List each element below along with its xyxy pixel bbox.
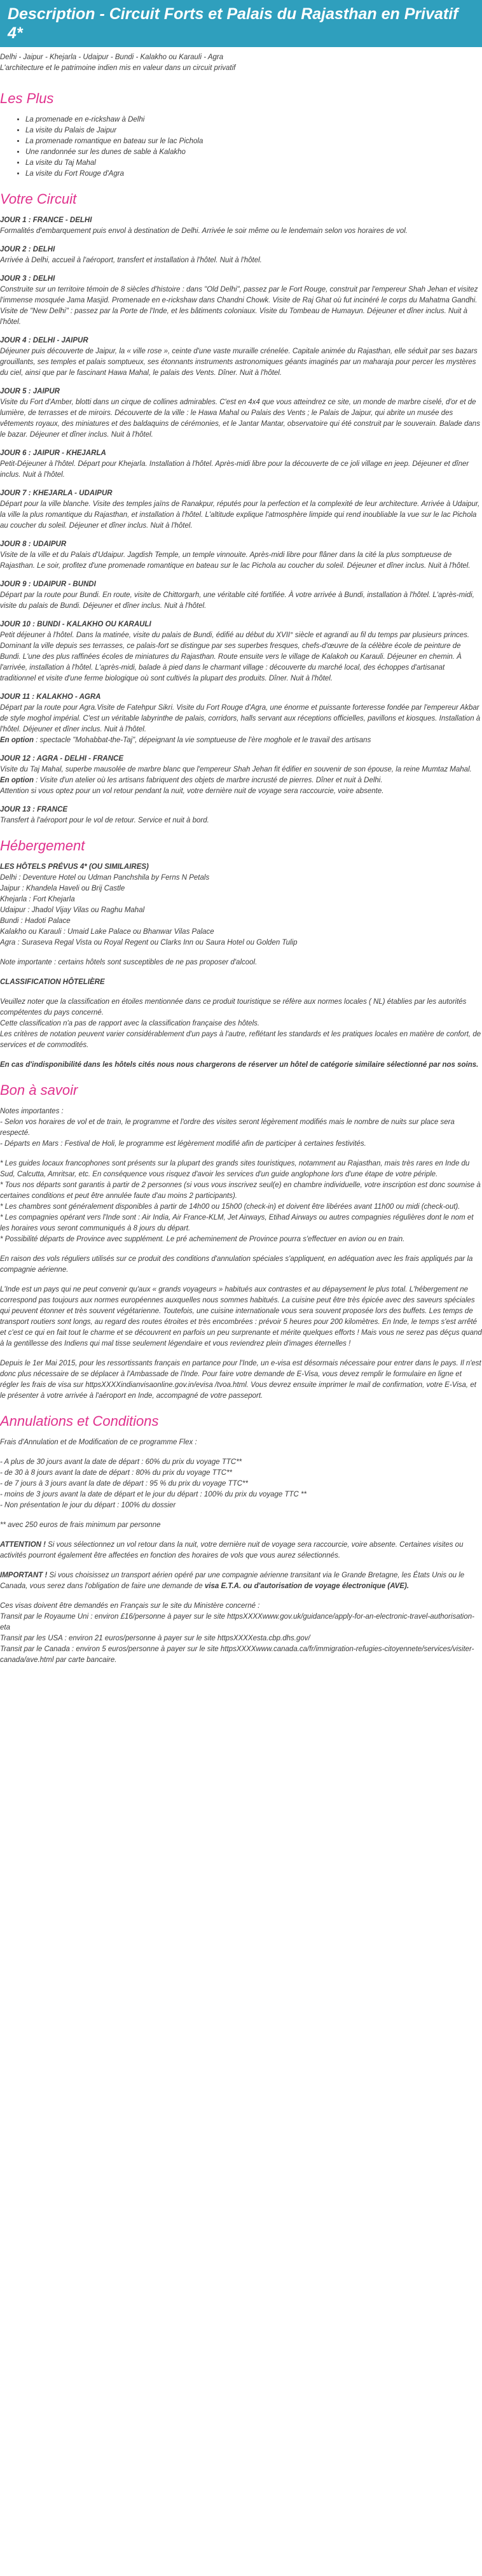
- list-item: • La promenade en e-rickshaw à Delhi: [25, 115, 482, 125]
- day-text: Visite du Taj Mahal, superbe mausolée de marbre blanc que l'empereur Shah Jehan fit édifier en souvenir de son épouse, la reine Mumtaz Mahal.: [0, 766, 472, 773]
- itinerary: [0, 215, 482, 826]
- page-title: Description - Circuit Forts et Palais du Rajasthan en Privatif 4*: [0, 0, 482, 47]
- day-title: JOUR 13 : FRANCE: [0, 806, 68, 813]
- note-line: * Possibilité départs de Province avec supplément. Le pré acheminement de Province pourra s'effectuer en avion ou en train.: [0, 1235, 405, 1243]
- attention-label: ATTENTION !: [0, 1541, 46, 1549]
- day-title: JOUR 2 : DELHI: [0, 246, 55, 253]
- day-text: Départ par la route pour Bundi. En route, visite de Chittorgarh, une véritable cité fortifiée. À votre arrivée à Bundi, installation à l'hôtel. L'après-midi, visite du palais de Bundi. Déjeuner et dîner inclus. Nuit à l'hôtel.: [0, 591, 474, 610]
- hotel-note: Note importante : certains hôtels sont susceptibles de ne pas proposer d'alcool.: [0, 959, 258, 966]
- option-label: En option: [0, 777, 34, 784]
- day-title: JOUR 7 : KHEJARLA - UDAIPUR: [0, 489, 113, 497]
- hotel-line: Delhi : Deventure Hotel ou Udman Panchshila by Ferns N Petals: [0, 874, 210, 882]
- cancel-line: - de 7 jours à 3 jours avant la date de départ : 95 % du prix du voyage TTC**: [0, 1480, 248, 1488]
- attention-text: Si vous sélectionnez un vol retour dans la nuit, votre dernière nuit de voyage sera raccourcie, voire absente. Certaines visites ou activités pourront également être affectées en fonction des horaires de vols que vous aurez sélectionnés.: [0, 1541, 464, 1559]
- day-text: Formalités d'embarquement puis envol à destination de Delhi. Arrivée le soir même ou le lendemain selon vos horaires de vol.: [0, 227, 408, 235]
- note-line: - Départs en Mars : Festival de Holi, le programme est légèrement modifié afin de participer à certaines festivités.: [0, 1140, 366, 1148]
- list-item: • La visite du Palais de Jaipur: [25, 125, 482, 136]
- day-text: Départ par la route pour Agra.Visite de Fatehpur Sikri. Visite du Fort Rouge d'Agra, une énorme et puissante forteresse fondée par l'empereur Akbar de style moghol impérial. C'est un véritable labyrinthe de palais, corridors, halls servant aux réceptions officielles, pavillons et kiosques. Installation à l'hôtel. Déjeuner et dîner inclus. Nuit à l'hôtel.: [0, 704, 481, 733]
- cancel-line: - Non présentation le jour du départ : 100% du dossier: [0, 1502, 176, 1509]
- classification-line: Les critères de notation peuvent varier considérablement d'un pays à l'autre, reflétant les standards et les pratiques locales en matière de confort, de services et de commodités.: [0, 1031, 481, 1049]
- list-item: • Une randonnée sur les dunes de sable à Kalakho: [25, 147, 482, 158]
- hotel-line: Bundi : Hadoti Palace: [0, 917, 71, 925]
- important-paragraph: [0, 1570, 482, 1592]
- day-title: JOUR 11 : KALAKHO - AGRA: [0, 693, 101, 701]
- note-line: * Les compagnies opérant vers l'Inde sont : Air India, Air France-KLM, Jet Airways, Etihad Airways ou autres compagnies régulières dont le nom et les horaires vous seront communiqués à 8 jours du départ.: [0, 1214, 474, 1232]
- day-text: Petit-Déjeuner à l'hôtel. Départ pour Khejarla. Installation à l'hôtel. Après-midi libre pour la découverte de ce joli village en jeep. Déjeuner et dîner inclus. Nuit à l'hôtel.: [0, 460, 469, 479]
- hotels-block: [0, 862, 482, 1071]
- visa-line: Transit par le Royaume Uni : environ £16/personne à payer sur le site httpsXXXXwww.gov.uk/guidance/apply-for-an-electronic-travel-authorisation-eta: [0, 1613, 474, 1631]
- section-title-les-plus: Les Plus: [0, 90, 54, 106]
- day-title: JOUR 12 : AGRA - DELHI - FRANCE: [0, 755, 124, 763]
- day-text: Transfert à l'aéroport pour le vol de retour. Service et nuit à bord.: [0, 817, 209, 824]
- day-title: JOUR 4 : DELHI - JAIPUR: [0, 337, 88, 344]
- cancel-fee: ** avec 250 euros de frais minimum par personne: [0, 1521, 161, 1529]
- visa-line: Transit par le Canada : environ 5 euros/personne à payer sur le site httpsXXXXwww.canada.ca/fr/immigration-refugies-citoyennete/services/visiter-canada/ave.html par carte bancaire.: [0, 1645, 474, 1664]
- day-title: JOUR 1 : FRANCE - DELHI: [0, 216, 92, 224]
- intro: [0, 47, 482, 79]
- note-line: * Tous nos départs sont garantis à partir de 2 personnes (si vous vous inscrivez seul(e) en chambre individuelle, votre inscription est donc soumise à certaines conditions et peut être annulée faute d'au moins 2 participants).: [0, 1181, 481, 1200]
- option-label: En option: [0, 736, 34, 744]
- attention-paragraph: [0, 1540, 482, 1561]
- day-title: JOUR 10 : BUNDI - KALAKHO OU KARAULI: [0, 621, 151, 628]
- day-text: Déjeuner puis découverte de Jaipur, la « ville rose », ceinte d'une vaste muraille crénelée. Capitale animée du Rajasthan, elle séduit par ses bazars grouillants, ses temples et palais somptueux, ses étonnants instruments astronomiques géants imaginés par un maharaja pour percer les mystères du ciel, ainsi que par le fascinant Hawa Mahal, le palais des Vents. Dîner. Nuit à l'hôtel.: [0, 348, 478, 377]
- day-text: Arrivée à Delhi, accueil à l'aéroport, transfert et installation à l'hôtel. Nuit à l'hôtel.: [0, 257, 262, 264]
- annulations-block: [0, 1437, 482, 1666]
- hotel-line: Agra : Suraseva Regal Vista ou Royal Regent ou Clarks Inn ou Saura Hotel ou Golden Tulip: [0, 939, 298, 947]
- day-text: Visite de la ville et du Palais d'Udaipur. Jagdish Temple, un temple vinnouite. Après-midi libre pour flâner dans la cité la plus somptueuse de Rajasthan. Le soir, profitez d'une promenade romantique en bateau sur le lac Pichola au coucher du soleil. Déjeuner et dîner inclus. Nuit à l'hôtel.: [0, 551, 471, 570]
- cancel-intro: Frais d'Annulation et de Modification de ce programme Flex :: [0, 1439, 197, 1446]
- info-paragraph: En raison des vols réguliers utilisés sur ce produit des conditions d'annulation spéciales s'appliquent, en adéquation avec les frais appliqués par la compagnie aérienne.: [0, 1255, 473, 1274]
- cancel-line: - A plus de 30 jours avant la date de départ : 60% du prix du voyage TTC**: [0, 1458, 242, 1466]
- list-item: • La visite du Fort Rouge d'Agra: [25, 169, 482, 179]
- day-title: JOUR 6 : JAIPUR - KHEJARLA: [0, 449, 106, 457]
- availability-note: En cas d'indisponibilité dans les hôtels cités nous nous chargerons de réserver un hôtel de catégorie similaire sélectionné par nos soins.: [0, 1061, 479, 1069]
- section-title-hebergement: Hébergement: [0, 838, 85, 854]
- section-title-annulations: Annulations et Conditions: [0, 1413, 159, 1429]
- info-paragraph: L'Inde est un pays qui ne peut convenir qu'aux « grands voyageurs » habitués aux contrastes et au dépaysement le plus total. L'hébergement ne correspond pas toujours aux normes européennes auxquelles nous sommes habitués. La cuisine peut être très épicée avec des saveurs spéciales qui peuvent étonner et très souvent végétarienne. Toutefois, une cuisine internationale vous sera souvent proposée lors des buffets. Les temps de transport routiers sont longs, au regard des routes étroites et très encombrées : prévoir 5 heures pour 200 kilomètres. En Inde, le temps s'est arrêté et c'est ce qui en fait tout le charme et se découvrent en parfois un peu surprenante et mérite quelques efforts ! Mais vous ne serez pas déçus quand à la gentillesse des Indiens qui mal tisse seulement légendaire et vous reviendrez plein d'images éternelles !: [0, 1286, 482, 1348]
- notes-title: Notes importantes :: [0, 1108, 64, 1115]
- intro-line: L'architecture et le patrimoine indien mis en valeur dans un circuit privatif: [0, 64, 236, 72]
- list-item: • La visite du Taj Mahal: [25, 158, 482, 169]
- hotel-line: Khejarla : Fort Khejarla: [0, 896, 75, 903]
- option-text: : spectacle "Mohabbat-the-Taj", dépeignant la vie somptueuse de l'ère moghole et le travail des artisans: [34, 736, 371, 744]
- hotels-list-title: LES HÔTELS PRÉVUS 4* (OU SIMILAIRES): [0, 863, 149, 871]
- hotel-line: Udaipur : Jhadol Vijay Vilas ou Raghu Mahal: [0, 906, 145, 914]
- note-line: * Les guides locaux francophones sont présents sur la plupart des grands sites touristiques, notamment au Rajasthan, mais très rares en Inde du Sud, Calcutta, Amritsar, etc. En conséquence vous risquez d'avoir les services d'un guide anglophone lors d'une étape de votre périple.: [0, 1160, 470, 1178]
- section-title-circuit: Votre Circuit: [0, 191, 77, 207]
- important-bold: visa E.T.A. ou d'autorisation de voyage électronique (AVE).: [204, 1582, 410, 1590]
- visa-line: Ces visas doivent être demandés en Français sur le site du Ministère concerné :: [0, 1602, 260, 1610]
- classification-line: Cette classification n'a pas de rapport avec la classification française des hôtels.: [0, 1020, 260, 1027]
- day-text: Petit déjeuner à l'hôtel. Dans la matinée, visite du palais de Bundi, édifié au début du XVII° siècle et agrandi au fil du temps par plusieurs princes. Dominant la ville depuis ses terrasses, ce palais-fort se distingue par ses superbes fresques, chefs-d'œuvre de la célèbre école de peinture de Bundi. L'une des plus raffinées écoles de miniatures du Rajasthan. Route ensuite vers le village de Kalakoh ou Karauli. Déjeuner en chemin. À l'arrivée, installation à l'hôtel. L'après-midi, balade à pied dans le charmant village : découverte du marché local, des échoppes d'artisanat traditionnel et visite d'une ferme biologique où sont cultivés la plupart des produits. Dîner. Nuit à l'hôtel.: [0, 631, 470, 682]
- day-text: Attention si vous optez pour un vol retour pendant la nuit, votre dernière nuit de voyage sera raccourcie, voire absente.: [0, 787, 384, 795]
- hotel-line: Jaipur : Khandela Haveli ou Brij Castle: [0, 885, 125, 892]
- day-text: Visite du Fort d'Amber, blotti dans un cirque de collines admirables. C'est en 4x4 que vous atteindrez ce site, un monde de marbre ciselé, d'or et de lumière, de terrasses et de miroirs. Découverte de la ville : le Hawa Mahal ou Palais des Vents ; le Palais de Jaipur, qui abrite un musée des vêtements royaux, des miniatures et des baldaquins de cérémonies, et le Jantar Mantar, observatoire qui été construit par le souverain. Balade dans le bazar. Déjeuner et dîner inclus. Nuit à l'hôtel.: [0, 398, 480, 439]
- section-title-bon-a-savoir: Bon à savoir: [0, 1082, 78, 1098]
- cancel-line: - de 30 à 8 jours avant la date de départ : 80% du prix du voyage TTC**: [0, 1469, 233, 1477]
- important-text: Si vous choisissez un transport aérien opéré par une compagnie aérienne transitant via le Grande Bretagne, les États Unis ou le Canada, vous serez dans l'obligation de faire une demande de: [0, 1572, 465, 1590]
- note-line: * Les chambres sont généralement disponibles à partir de 14h00 ou 15h00 (check-in) et doivent être libérées avant 11h00 ou midi (check-out).: [0, 1203, 460, 1211]
- classification-title: CLASSIFICATION HÔTELIÈRE: [0, 978, 105, 986]
- info-paragraph: Depuis le 1er Mai 2015, pour les ressortissants français en partance pour l'Inde, un e-visa est désormais nécessaire pour entrer dans le pays. Il n'est donc plus nécessaire de se déplacer à l'Ambassade de l'Inde. Pour faire votre demande de E-Visa, vous devez remplir le formulaire en ligne et régler les frais de visa sur httpsXXXXindianvisaonline.gov.in/evisa /tvoa.html. Vous devrez ensuite imprimer le mail de confirmation, votre E-Visa, et le présenter à votre arrivée à l'aéroport en Inde, accompagné de votre passeport.: [0, 1360, 481, 1400]
- important-label: IMPORTANT !: [0, 1572, 48, 1579]
- classification-line: Veuillez noter que la classification en étoiles mentionnée dans ce produit touristique se réfère aux normes locales ( NL) établies par les autorités compétentes du pays concerné.: [0, 998, 467, 1017]
- hotel-line: Kalakho ou Karauli : Umaid Lake Palace ou Bhanwar Vilas Palace: [0, 928, 214, 936]
- les-plus-list: [0, 115, 482, 179]
- day-text: Construite sur un territoire témoin de 8 siècles d'histoire : dans "Old Delhi", passez par le Fort Rouge, construit par l'empereur Shah Jehan et visitez l'immense mosquée Jama Masjid. Promenade en e-rickshaw dans Chandni Chowk. Visite de Raj Ghat où fut incinéré le corps du Mahatma Gandhi. Visite de "New Delhi" : passez par la Porte de l'Inde, et les bâtiments coloniaux. Visite du Tombeau de Humayun. Déjeuner et dîner inclus. Nuit à l'hôtel.: [0, 286, 478, 326]
- day-title: JOUR 8 : UDAIPUR: [0, 540, 67, 548]
- day-text: Départ pour la ville blanche. Visite des temples jaïns de Ranakpur, réputés pour la perfection et la complexité de leur architecture. Arrivée à Udaipur, la ville la plus romantique du Rajasthan, et installation à l'hôtel. L'altitude explique l'atmosphère limpide qui rend inoubliable la vue sur le lac Pichola au coucher du soleil. Déjeuner et dîner inclus. Nuit à l'hôtel.: [0, 500, 480, 530]
- visa-line: Transit par les USA : environ 21 euros/personne à payer sur le site httpsXXXXesta.cbp.dhs.gov/: [0, 1635, 310, 1642]
- list-item: • La promenade romantique en bateau sur le lac Pichola: [25, 136, 482, 147]
- day-title: JOUR 9 : UDAIPUR - BUNDI: [0, 581, 96, 588]
- day-option: [0, 775, 482, 786]
- note-line: - Selon vos horaires de vol et de train, le programme et l'ordre des visites seront légèrement modifiés mais le nombre de nuits sur place sera respecté.: [0, 1118, 455, 1137]
- bon-a-savoir-block: [0, 1106, 482, 1402]
- cancel-line: - moins de 3 jours avant la date de départ et le jour du départ : 100% du prix du voyage TTC **: [0, 1491, 307, 1498]
- day-title: JOUR 5 : JAIPUR: [0, 388, 60, 395]
- day-title: JOUR 3 : DELHI: [0, 275, 55, 283]
- option-text: : Visite d'un atelier où les artisans fabriquent des objets de marbre incrusté de pierres. Dîner et nuit à Delhi.: [34, 777, 383, 784]
- day-option: [0, 735, 482, 746]
- intro-line: Delhi - Jaipur - Khejarla - Udaipur - Bundi - Kalakho ou Karauli - Agra: [0, 53, 224, 61]
